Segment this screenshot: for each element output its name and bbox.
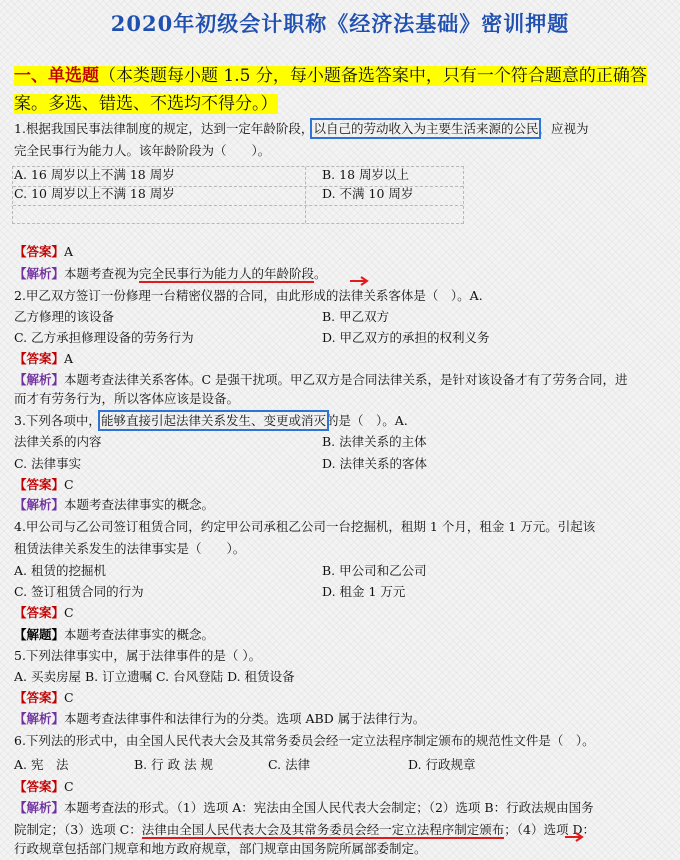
option-6b: B. 行 政 法 规: [134, 757, 214, 772]
option-1d: D. 不满 10 周岁: [322, 186, 414, 201]
answer-value: A: [64, 244, 74, 259]
option-2c: C. 乙方承担修理设备的劳务行为: [14, 330, 194, 345]
option-4d: D. 租金 1 万元: [322, 584, 406, 599]
question-1-boxed-text: 以自己的劳动收入为主要生活来源的公民: [313, 121, 539, 136]
question-2-line-1: 2.甲乙双方签订一份修理一台精密仪器的合同，由此形成的法律关系客体是（ ）。A.: [14, 288, 483, 303]
question-4-line-1: 4.甲公司与乙公司签订租赁合同，约定甲公司承租乙公司一台挖掘机，租期 1 个月，租金 1 万元。引起该: [14, 519, 596, 534]
answer-value: C: [64, 690, 74, 705]
analysis-1-text-post: 。: [314, 266, 327, 281]
answer-label: 【答案】: [14, 779, 65, 794]
analysis-label: 【解题】: [14, 627, 65, 642]
option-4a: A. 租赁的挖掘机: [14, 563, 106, 578]
question-3-line-1: [14, 413, 408, 429]
analysis-1-text: 本题考查视为: [64, 266, 140, 281]
analysis-label: 【解析】: [14, 266, 65, 281]
question-3-text-post: 的是（ ）。A.: [325, 413, 408, 428]
analysis-3-text: 本题考查法律事实的概念。: [64, 497, 215, 512]
analysis-2-line-1: [14, 372, 628, 388]
question-1-text: 1.根据我国民事法律制度的规定，达到一定年龄阶段，: [14, 121, 314, 136]
question-1-line-1: [14, 121, 588, 137]
answer-3: [14, 477, 74, 493]
option-4c: C. 签订租赁合同的行为: [14, 584, 144, 599]
analysis-1: [14, 266, 327, 282]
option-4b: B. 甲公司和乙公司: [322, 563, 427, 578]
option-6a: A. 宪 法: [14, 757, 69, 772]
analysis-6-underlined: 法律由全国人民代表大会及其常务委员会经一定立法程序制定颁布: [141, 822, 505, 837]
analysis-6-text-post: ；（4）选项 D：: [504, 822, 595, 837]
answer-label: 【答案】: [14, 477, 65, 492]
answer-label: 【答案】: [14, 244, 65, 259]
analysis-2-line-2: 而才有劳务行为，所以客体应该是设备。: [14, 391, 240, 406]
option-2d: D. 甲乙双方的承担的权利义务: [322, 330, 490, 345]
answer-4: [14, 605, 74, 621]
answer-value: C: [64, 477, 74, 492]
red-arrow-icon: [350, 276, 370, 286]
answer-label: 【答案】: [14, 351, 65, 366]
answer-value: A: [64, 351, 74, 366]
analysis-label: 【解析】: [14, 372, 65, 387]
option-1a: A. 16 周岁以上不满 18 周岁: [14, 167, 175, 182]
section-header: [14, 62, 654, 118]
analysis-5: [14, 711, 425, 727]
analysis-label: 【解析】: [14, 711, 65, 726]
answer-value: C: [64, 605, 74, 620]
analysis-6-line-1: [14, 800, 594, 816]
red-arrow-icon: [565, 832, 585, 842]
question-3-boxed-text: 能够直接引起法律关系发生、变更或消灭: [100, 413, 326, 428]
question-4-line-2: 租赁法律关系发生的法律事实是（ ）。: [14, 541, 246, 556]
analysis-4-text: 本题考查法律事实的概念。: [64, 627, 215, 642]
analysis-6-line-3: 行政规章包括部门规章和地方政府规章，部门规章由国务院所属部委制定。: [14, 841, 427, 856]
question-6-line-1: 6.下列法的形式中，由全国人民代表大会及其常务委员会经一定立法程序制定颁布的规范性文件是（ ）。: [14, 733, 595, 748]
analysis-label: 【解析】: [14, 800, 65, 815]
analysis-4: [14, 627, 214, 643]
question-1-text-post: ，应视为: [538, 121, 589, 136]
section-note: （本类题每小题 1.5 分，每小题备选答案中，只有一个符合题意的正确答案。多选、错选、不选均不得分。）: [14, 66, 647, 114]
question-1-line-2: 完全民事行为能力人。该年龄阶段为（ ）。: [14, 143, 271, 158]
page-title: 2020年初级会计职称《经济法基础》密训押题: [110, 11, 570, 36]
options-5: A. 买卖房屋 B. 订立遗嘱 C. 台风登陆 D. 租赁设备: [14, 669, 295, 684]
analysis-label: 【解析】: [14, 497, 65, 512]
analysis-1-underlined: 完全民事行为能力人的年龄阶段: [139, 266, 315, 281]
question-3-text: 3.下列各项中，: [14, 413, 101, 428]
analysis-2-text: 本题考查法律关系客体。C 是强干扰项。甲乙双方是合同法律关系，是针对该设备才有了劳务合同，进: [64, 372, 628, 387]
option-2b: B. 甲乙双方: [322, 309, 390, 324]
option-6d: D. 行政规章: [408, 757, 476, 772]
analysis-6-line-2: [14, 822, 595, 838]
option-3c: C. 法律事实: [14, 456, 82, 471]
option-6c: C. 法律: [268, 757, 311, 772]
option-1c: C. 10 周岁以上不满 18 周岁: [14, 186, 175, 201]
answer-label: 【答案】: [14, 605, 65, 620]
answer-label: 【答案】: [14, 690, 65, 705]
analysis-3: [14, 497, 214, 513]
answer-2: [14, 351, 73, 367]
option-3b: B. 法律关系的主体: [322, 434, 427, 449]
analysis-6-text: 本题考查法的形式。（1）选项 A：宪法由全国人民代表大会制定；（2）选项 B：行政法规由国务: [64, 800, 594, 815]
answer-value: C: [64, 779, 74, 794]
answer-5: [14, 690, 74, 706]
analysis-6-text-pre: 院制定；（3）选项 C：: [14, 822, 142, 837]
answer-6: [14, 779, 74, 795]
section-heading: 一、单选题: [14, 66, 99, 86]
option-1b: B. 18 周岁以上: [322, 167, 410, 182]
option-3a: 法律关系的内容: [14, 434, 102, 449]
option-3d: D. 法律关系的客体: [322, 456, 428, 471]
option-2a: 乙方修理的该设备: [14, 309, 115, 324]
question-5-line-1: 5.下列法律事实中，属于法律事件的是（ ）。: [14, 648, 262, 663]
analysis-5-text: 本题考查法律事件和法律行为的分类。选项 ABD 属于法律行为。: [64, 711, 426, 726]
answer-1: [14, 244, 73, 260]
